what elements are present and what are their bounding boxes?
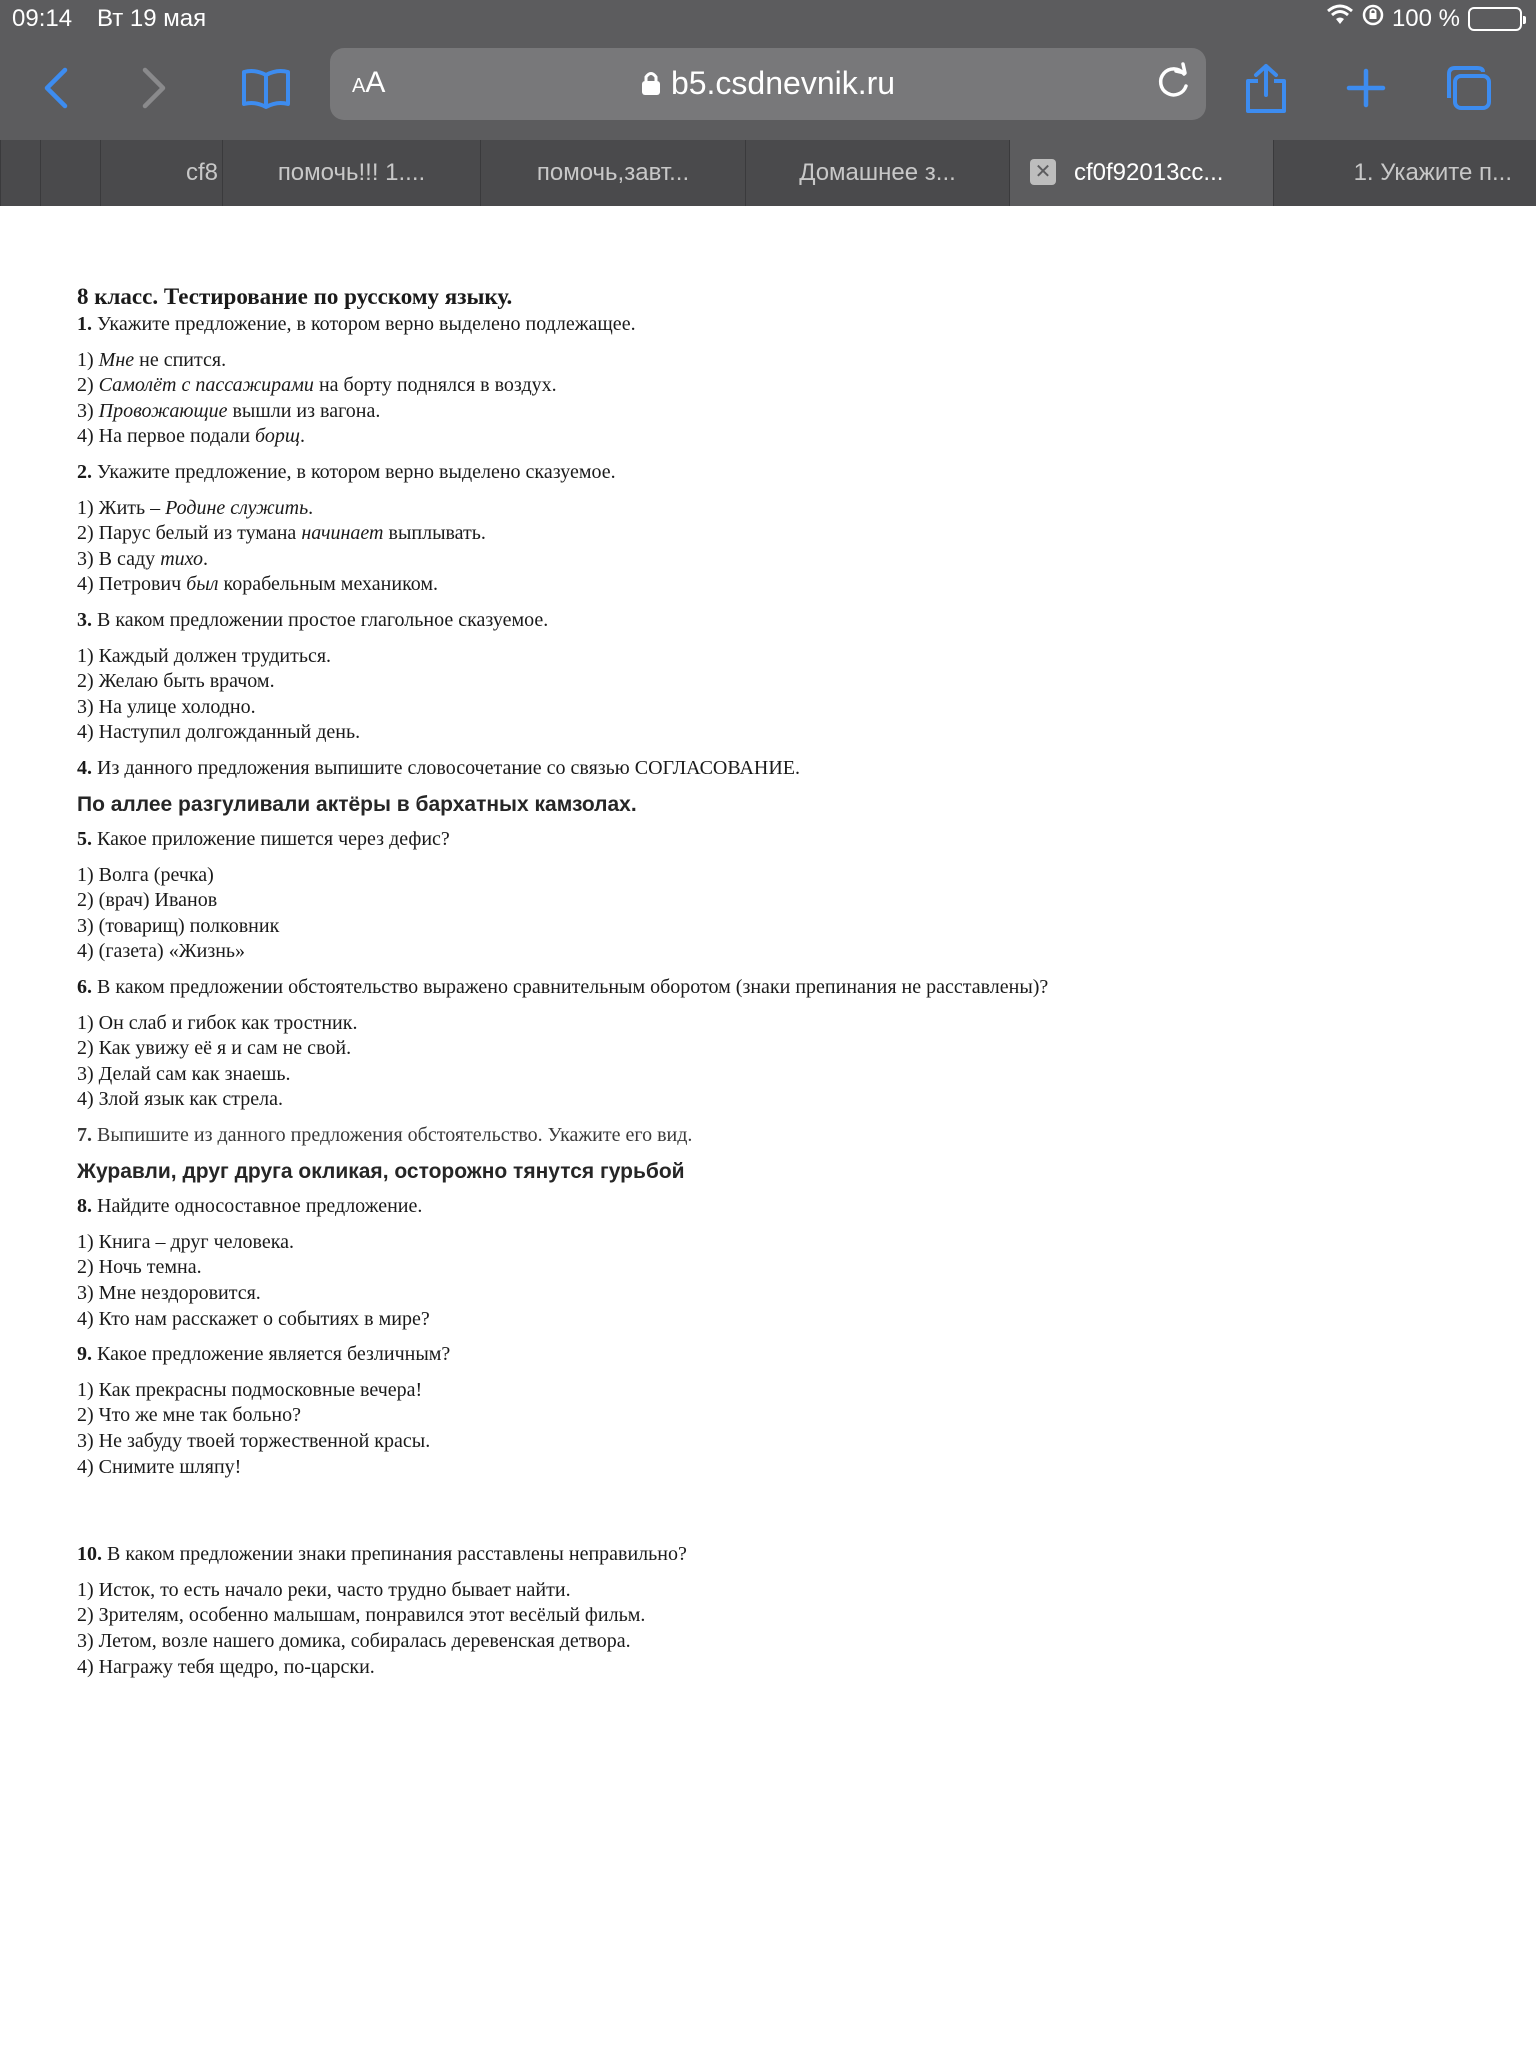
reload-icon [1152, 62, 1194, 104]
lock-icon [641, 67, 661, 104]
options-9 [77, 1378, 1377, 1480]
option: 1) Как прекрасны подмосковные вечера! [77, 1378, 423, 1401]
plus-icon [1346, 68, 1386, 108]
option: 4) На первое подали борщ. [77, 425, 305, 448]
share-button[interactable] [1236, 58, 1296, 118]
book-icon [241, 67, 291, 109]
battery-percent: 100 % [1391, 4, 1460, 32]
option: 2) Ночь темна. [77, 1256, 202, 1279]
options-1 [77, 348, 1377, 450]
bookmarks-button[interactable] [236, 58, 296, 118]
option: 2) Как увижу её я и сам не свой. [77, 1037, 352, 1060]
question-4: 4. Из данного предложения выпишите словосочетание со связью СОГЛАСОВАНИЕ. [77, 756, 800, 779]
option: 2) Парус белый из тумана начинает выплывать. [77, 522, 486, 545]
document-page [77, 282, 1377, 1680]
option: 3) (товарищ) полковник [77, 914, 280, 937]
option: 3) На улице холодно. [77, 695, 256, 718]
option: 3) Не забуду твоей торжественной красы. [77, 1429, 431, 1452]
question-text: Укажите предложение, в котором верно выделено подлежащее. [92, 313, 636, 335]
question-10: 10. В каком предложении знаки препинания расставлены неправильно? [77, 1543, 687, 1566]
tab-active-label: cf0f92013cc... [1074, 159, 1224, 186]
spacer [77, 1480, 1377, 1532]
question-4-sentence: По аллее разгуливали актёры в бархатных камзолах. [77, 792, 637, 816]
options-10 [77, 1578, 1377, 1680]
question-7: 7. Выпишите из данного предложения обстоятельство. Укажите его вид. [77, 1124, 693, 1147]
question-9: 9. Какое предложение является безличным? [77, 1343, 451, 1366]
address-bar[interactable] [330, 48, 1206, 120]
tab-3[interactable]: помочь,завт... [480, 140, 745, 206]
tab-empty-2[interactable] [40, 140, 100, 206]
option: 4) (газета) «Жизнь» [77, 940, 246, 963]
page-title: 8 класс. Тестирование по русскому языку. [77, 284, 513, 309]
question-2: 2. Укажите предложение, в котором верно выделено сказуемое. [77, 460, 616, 483]
status-date: Вт 19 мая [97, 5, 207, 32]
options-5 [77, 863, 1377, 965]
option: 2) Что же мне так больно? [77, 1404, 301, 1427]
option: 2) (врач) Иванов [77, 889, 218, 912]
option: 1) Он слаб и гибок как тростник. [77, 1011, 358, 1034]
chevron-left-icon [41, 66, 71, 110]
option: 4) Награжу тебя щедро, по-царски. [77, 1655, 375, 1678]
option: 3) Провожающие вышли из вагона. [77, 399, 381, 422]
options-6 [77, 1011, 1377, 1113]
status-bar [0, 0, 1536, 40]
chevron-right-icon [139, 66, 169, 110]
status-right [1326, 4, 1522, 33]
option: 1) Мне не спится. [77, 348, 227, 371]
new-tab-button[interactable] [1336, 58, 1396, 118]
option: 2) Желаю быть врачом. [77, 670, 275, 693]
tab-6[interactable]: 1. Укажите п... [1273, 140, 1536, 206]
option: 1) Жить – Родине служить. [77, 496, 314, 519]
options-3 [77, 644, 1377, 746]
option: 3) В саду тихо. [77, 547, 209, 570]
option: 3) Мне нездоровится. [77, 1282, 261, 1304]
question-6: 6. В каком предложении обстоятельство выражено сравнительным оборотом (знаки препинания не расставлены)? [77, 976, 1049, 999]
tabs-overview-button[interactable] [1438, 58, 1498, 118]
option: 1) Каждый должен трудиться. [77, 644, 332, 667]
tab-4[interactable]: Домашнее з... [745, 140, 1009, 206]
tab-bar [0, 140, 1536, 206]
back-button[interactable] [26, 58, 86, 118]
option: 4) Кто нам расскажет о событиях в мире? [77, 1307, 430, 1330]
option: 4) Петрович был корабельным механиком. [77, 573, 439, 596]
question-number: 1. [77, 313, 92, 335]
option: 4) Наступил долгожданный день. [77, 721, 361, 744]
tab-active[interactable] [1009, 140, 1273, 206]
battery-icon [1468, 7, 1522, 31]
question-5: 5. Какое приложение пишется через дефис? [77, 828, 450, 851]
option: 4) Злой язык как стрела. [77, 1088, 283, 1111]
tab-2[interactable]: помочь!!! 1.... [222, 140, 480, 206]
option: 1) Книга – друг человека. [77, 1230, 295, 1253]
question-1 [77, 312, 1377, 338]
address-domain [330, 65, 1206, 104]
tabs-icon [1443, 64, 1493, 112]
close-tab-icon[interactable]: ✕ [1030, 159, 1056, 185]
status-time: 09:14 [12, 5, 73, 32]
option: 3) Летом, возле нашего домика, собиралась деревенская детвора. [77, 1629, 631, 1652]
rotation-lock-icon [1362, 4, 1384, 33]
option: 2) Самолёт с пассажирами на борту поднялся в воздух. [77, 374, 557, 397]
option: 4) Снимите шляпу! [77, 1455, 242, 1478]
reader-options-button[interactable]: AA [352, 66, 386, 99]
options-2 [77, 496, 1377, 598]
question-7-sentence: Журавли, друг друга окликая, осторожно тянутся гурьбой [77, 1159, 685, 1183]
option: 1) Волга (речка) [77, 863, 214, 886]
reload-button[interactable] [1152, 62, 1194, 109]
forward-button[interactable] [124, 58, 184, 118]
domain-text: b5.csdnevnik.ru [670, 65, 896, 101]
question-3: 3. В каком предложении простое глагольное сказуемое. [77, 608, 549, 631]
wifi-icon [1326, 4, 1354, 33]
option: 3) Делай сам как знаешь. [77, 1062, 291, 1085]
tab-empty-1[interactable] [0, 140, 40, 206]
options-8 [77, 1230, 1377, 1332]
option: 2) Зрителям, особенно малышам, понравился этот весёлый фильм. [77, 1604, 646, 1627]
question-8: 8. Найдите односоставное предложение. [77, 1195, 423, 1218]
browser-toolbar [0, 40, 1536, 140]
option: 1) Исток, то есть начало реки, часто трудно бывает найти. [77, 1578, 571, 1601]
tab-1[interactable]: cf8 [100, 140, 222, 206]
share-icon [1244, 63, 1288, 113]
